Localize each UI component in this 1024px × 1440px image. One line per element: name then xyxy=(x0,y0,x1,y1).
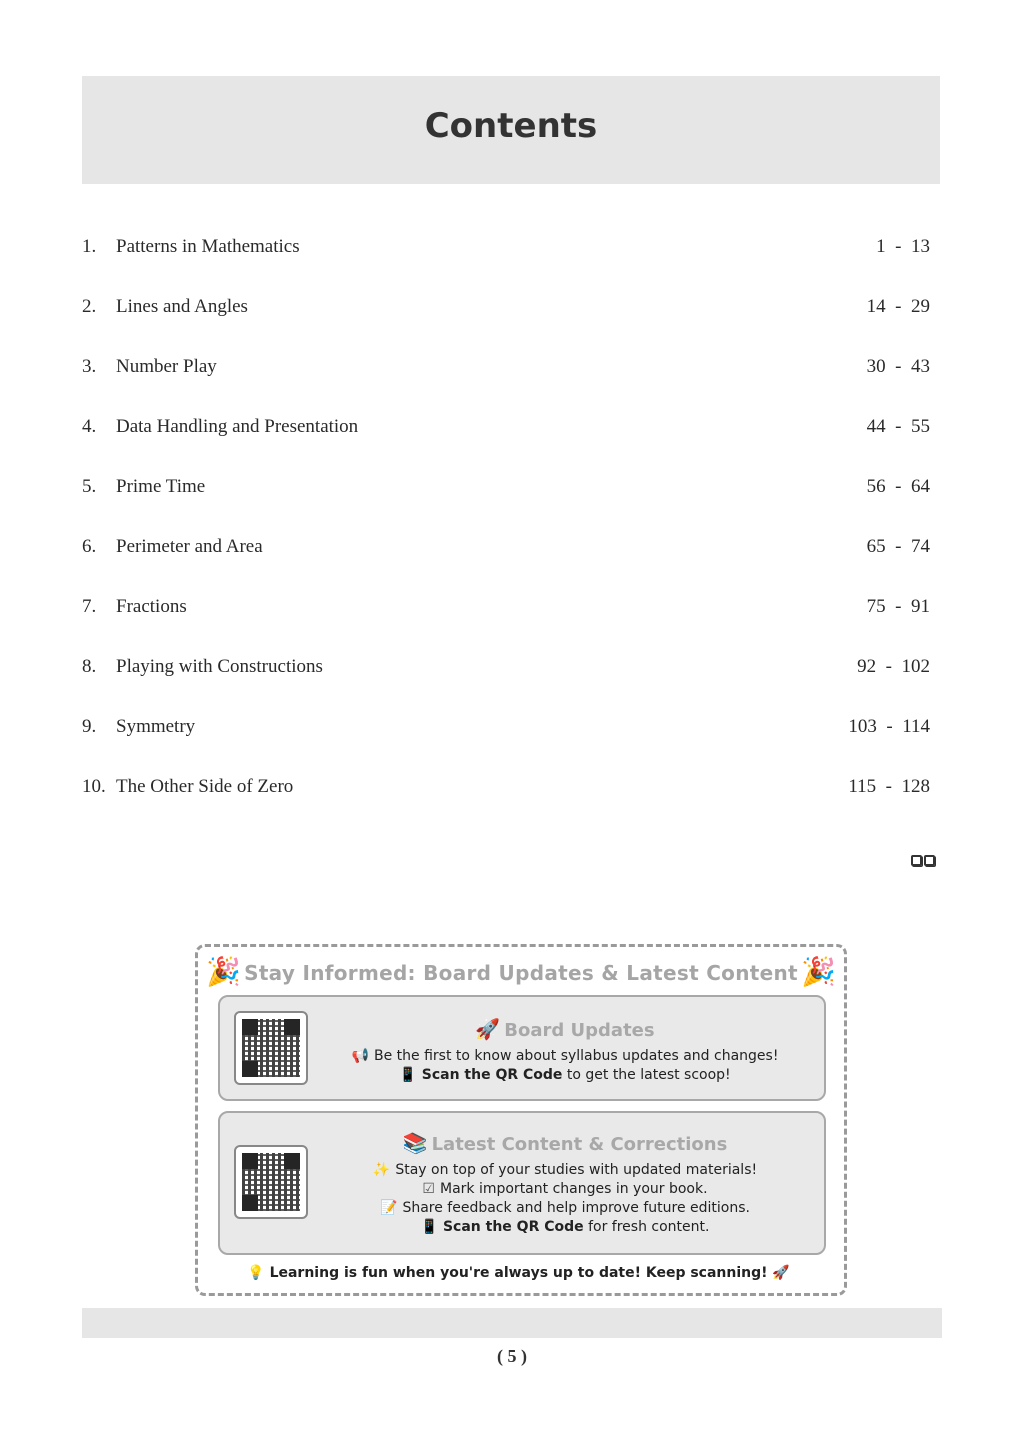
footer-band xyxy=(82,1308,942,1338)
toc-number: 2. xyxy=(82,296,97,317)
toc-entry[interactable] xyxy=(82,656,942,716)
toc-pages: 75 - 91 xyxy=(866,596,930,617)
toc-entry[interactable] xyxy=(82,596,942,656)
toc-title: Fractions xyxy=(116,596,187,617)
toc-number: 1. xyxy=(82,236,97,257)
toc-title: Data Handling and Presentation xyxy=(116,416,359,437)
toc-entry[interactable] xyxy=(82,236,942,296)
toc-entry[interactable] xyxy=(82,296,942,356)
sparkle-icon: ✨ xyxy=(372,1162,391,1178)
party-popper-icon: 🎉 xyxy=(206,955,241,988)
toc-pages: 92 - 102 xyxy=(857,656,930,677)
toc-title: The Other Side of Zero xyxy=(116,776,294,797)
toc-title: Number Play xyxy=(116,356,217,377)
latest-content-panel xyxy=(218,1111,826,1255)
toc-pages: 30 - 43 xyxy=(866,356,930,377)
board-updates-line: Be the first to know about syllabus updates and changes! xyxy=(374,1048,779,1064)
toc-number: 7. xyxy=(82,596,97,617)
box-footer xyxy=(198,1265,844,1281)
toc-entry[interactable] xyxy=(82,476,942,536)
toc-pages: 103 - 114 xyxy=(848,716,930,737)
latest-content-line: for fresh content. xyxy=(583,1219,710,1235)
toc-entry[interactable] xyxy=(82,536,942,596)
box-footer-text: Learning is fun when you're always up to date! Keep scanning! xyxy=(269,1265,768,1281)
latest-content-line: Stay on top of your studies with updated materials! xyxy=(395,1162,758,1178)
toc-number: 4. xyxy=(82,416,97,437)
toc-entry[interactable] xyxy=(82,416,942,476)
toc-title: Perimeter and Area xyxy=(116,536,263,557)
phone-icon: 📱 xyxy=(399,1067,417,1083)
toc-title: Patterns in Mathematics xyxy=(116,236,300,257)
toc-pages: 1 - 13 xyxy=(876,236,930,257)
toc-title: Prime Time xyxy=(116,476,206,497)
toc-entry[interactable] xyxy=(82,356,942,416)
scan-qr-label: Scan the QR Code xyxy=(421,1067,563,1083)
toc-pages: 56 - 64 xyxy=(866,476,930,497)
toc-number: 6. xyxy=(82,536,97,557)
page-title: Contents xyxy=(424,106,598,146)
qr-code-icon[interactable] xyxy=(234,1011,308,1085)
latest-content-line: Mark important changes in your book. xyxy=(439,1181,708,1197)
scan-qr-label: Scan the QR Code xyxy=(442,1219,584,1235)
toc-title: Playing with Constructions xyxy=(116,656,323,677)
header-band xyxy=(82,76,940,184)
latest-content-line: Share feedback and help improve future editions. xyxy=(402,1200,750,1216)
toc-entry[interactable] xyxy=(82,716,942,776)
latest-content-title: Latest Content & Corrections xyxy=(431,1134,728,1155)
toc-number: 8. xyxy=(82,656,97,677)
qr-code-icon[interactable] xyxy=(234,1145,308,1219)
books-icon: 📚 xyxy=(402,1131,428,1155)
toc-entry[interactable] xyxy=(82,776,942,836)
toc-title: Symmetry xyxy=(116,716,196,737)
board-updates-title: Board Updates xyxy=(504,1020,655,1041)
toc-number: 9. xyxy=(82,716,97,737)
page-number: ( 5 ) xyxy=(497,1346,527,1366)
toc-number: 5. xyxy=(82,476,97,497)
end-of-section-mark xyxy=(911,855,935,866)
table-of-contents xyxy=(82,236,942,836)
toc-pages: 65 - 74 xyxy=(866,536,930,557)
toc-number: 3. xyxy=(82,356,97,377)
toc-title: Lines and Angles xyxy=(116,296,248,317)
party-popper-icon: 🎉 xyxy=(801,955,836,988)
memo-icon: 📝 xyxy=(380,1200,398,1216)
rocket-icon: 🚀 xyxy=(475,1017,501,1041)
box-heading: Stay Informed: Board Updates & Latest Content xyxy=(244,961,798,985)
checkbox-icon: ☑ xyxy=(422,1181,435,1197)
lightbulb-icon: 💡 xyxy=(247,1265,265,1281)
toc-pages: 115 - 128 xyxy=(848,776,930,797)
toc-number: 10. xyxy=(82,776,106,797)
board-updates-panel xyxy=(218,995,826,1101)
toc-pages: 14 - 29 xyxy=(866,296,930,317)
board-updates-line: to get the latest scoop! xyxy=(562,1067,731,1083)
megaphone-icon: 📢 xyxy=(351,1048,369,1064)
stay-informed-box xyxy=(195,944,847,1296)
phone-icon: 📱 xyxy=(420,1219,438,1235)
toc-pages: 44 - 55 xyxy=(866,416,930,437)
rocket-icon: 🚀 xyxy=(772,1265,790,1281)
